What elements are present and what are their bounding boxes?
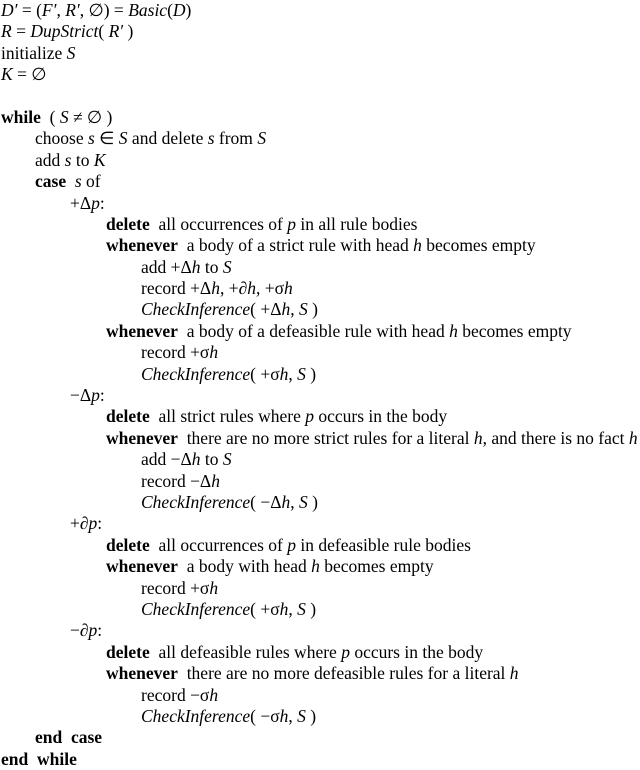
- text: ): [185, 0, 192, 20]
- algorithm-line: [0, 578, 640, 599]
- text: (: [167, 0, 173, 20]
- math-symbol: p: [88, 513, 98, 534]
- text: there are no more strict rules for a literal: [177, 427, 474, 448]
- text: ( +σ: [250, 598, 280, 619]
- text: ,: [288, 363, 298, 384]
- math-symbol: S: [118, 128, 128, 149]
- text: and delete: [127, 128, 208, 149]
- text: = (: [17, 0, 42, 20]
- text: all occurrences of: [149, 534, 288, 555]
- algorithm-line: [0, 257, 640, 278]
- keyword: case: [35, 171, 67, 192]
- math-symbol: h: [284, 278, 293, 299]
- math-symbol: CheckInference: [141, 299, 251, 320]
- text: occurs in the body: [314, 406, 448, 427]
- text: ,: [288, 598, 298, 619]
- algorithm-line: [0, 556, 640, 577]
- keyword: delete: [106, 534, 150, 555]
- math-symbol: S: [66, 42, 76, 63]
- text: ( −Δ: [250, 491, 282, 512]
- math-symbol: h: [413, 235, 422, 256]
- text: of: [81, 171, 101, 192]
- text: add: [35, 149, 65, 170]
- math-symbol: h: [279, 598, 289, 619]
- algorithm-line: [0, 685, 640, 706]
- math-symbol: K: [1, 64, 13, 85]
- text: , +∂: [219, 278, 248, 299]
- math-symbol: S: [298, 299, 308, 320]
- math-symbol: S: [59, 106, 69, 127]
- text: +∂: [70, 513, 89, 534]
- math-symbol: CheckInference: [141, 491, 251, 512]
- keyword: end case: [35, 727, 103, 748]
- algorithm-line: [0, 43, 640, 64]
- text: ( +σ: [250, 363, 280, 384]
- algorithm-line: [0, 21, 640, 42]
- algorithm-line: [0, 299, 640, 320]
- algorithm-line: [0, 214, 640, 235]
- text: from: [214, 128, 258, 149]
- algorithm-line: [0, 150, 640, 171]
- text: ( +Δ: [250, 299, 282, 320]
- keyword: whenever: [106, 427, 178, 448]
- text: ,: [290, 491, 299, 512]
- math-symbol: h: [279, 363, 289, 384]
- algorithm-line: [0, 449, 640, 470]
- text: = ∅: [12, 64, 47, 85]
- text: =: [11, 21, 31, 42]
- math-symbol: s: [207, 128, 215, 149]
- keyword: delete: [106, 406, 150, 427]
- text: record −Δ: [141, 470, 212, 491]
- text: a body of a defeasible rule with head: [177, 320, 450, 341]
- math-symbol: h: [281, 491, 291, 512]
- algorithm-line: [0, 0, 640, 21]
- math-symbol: h: [247, 278, 256, 299]
- text: ): [307, 491, 318, 512]
- text: , ∅) =: [79, 0, 129, 20]
- text: all defeasible rules where: [149, 641, 342, 662]
- algorithm-line: [0, 749, 640, 770]
- text: record +Δ: [141, 278, 212, 299]
- math-symbol: h: [211, 278, 220, 299]
- math-symbol: F′: [41, 0, 57, 20]
- math-symbol: S: [257, 128, 267, 149]
- algorithm-line: [0, 193, 640, 214]
- math-symbol: h: [191, 449, 201, 470]
- keyword: whenever: [106, 235, 178, 256]
- math-symbol: R: [1, 21, 12, 42]
- math-symbol: S: [222, 449, 232, 470]
- text: to: [200, 449, 223, 470]
- keyword: delete: [106, 641, 150, 662]
- math-symbol: S: [297, 598, 306, 619]
- math-symbol: h: [449, 320, 458, 341]
- text: ,: [290, 299, 299, 320]
- text: −Δ: [70, 385, 92, 406]
- algorithm-line: [0, 663, 640, 684]
- keyword: while: [1, 106, 41, 127]
- text: ( −σ: [250, 705, 280, 726]
- text: becomes empty: [457, 320, 572, 341]
- math-symbol: h: [209, 342, 219, 363]
- text: ,: [56, 0, 66, 20]
- algorithm-line: [0, 513, 640, 534]
- algorithm-line: [0, 706, 640, 727]
- math-symbol: h: [628, 427, 638, 448]
- text: ): [307, 299, 318, 320]
- math-symbol: h: [209, 684, 219, 705]
- algorithm-line: [0, 321, 640, 342]
- algorithm-line: [0, 278, 640, 299]
- text: :: [97, 620, 103, 641]
- algorithm-line: [0, 235, 640, 256]
- text: record −σ: [141, 684, 210, 705]
- math-symbol: D: [172, 0, 186, 20]
- text: all occurrences of: [149, 213, 288, 234]
- algorithm-line: [0, 171, 640, 192]
- text: ,: [288, 705, 298, 726]
- text: becomes empty: [319, 556, 434, 577]
- text: +Δ: [70, 192, 92, 213]
- text: ): [305, 363, 317, 384]
- text: :: [97, 513, 103, 534]
- math-symbol: Basic: [128, 0, 168, 20]
- algorithm-line: [0, 128, 640, 149]
- math-symbol: h: [281, 299, 291, 320]
- algorithm-line: [0, 535, 640, 556]
- algorithm-line: [0, 492, 640, 513]
- math-symbol: p: [341, 641, 350, 662]
- blank-line: [0, 86, 640, 107]
- algorithm-line: [0, 107, 640, 128]
- math-symbol: S: [297, 705, 306, 726]
- math-symbol: h: [473, 427, 483, 448]
- text: occurs in the body: [349, 641, 484, 662]
- math-symbol: h: [209, 577, 219, 598]
- algorithm-line: [0, 342, 640, 363]
- math-symbol: h: [211, 470, 220, 491]
- text: record +σ: [141, 577, 210, 598]
- math-symbol: p: [91, 192, 100, 213]
- text: , +σ: [255, 278, 285, 299]
- algorithm-line: [0, 406, 640, 427]
- math-symbol: DupStrict: [30, 21, 99, 42]
- text: ∈: [94, 128, 119, 149]
- keyword: end while: [1, 748, 77, 769]
- text: :: [99, 192, 105, 213]
- text: [66, 171, 75, 191]
- text: ≠ ∅ ): [68, 106, 113, 127]
- math-symbol: CheckInference: [141, 705, 251, 726]
- text: there are no more defeasible rules for a literal: [177, 663, 510, 684]
- text: ): [123, 21, 134, 42]
- text: all strict rules where: [149, 406, 306, 427]
- math-symbol: p: [287, 534, 296, 555]
- algorithm-line: [0, 64, 640, 85]
- text: a body of a strict rule with head: [177, 235, 414, 256]
- math-symbol: h: [191, 256, 201, 277]
- text: becomes empty: [421, 235, 536, 256]
- math-symbol: S: [222, 256, 232, 277]
- algorithm-line: [0, 642, 640, 663]
- math-symbol: h: [509, 663, 519, 684]
- text: add +Δ: [141, 256, 192, 277]
- text: ): [305, 705, 317, 726]
- text: record +σ: [141, 342, 210, 363]
- math-symbol: s: [64, 149, 72, 170]
- keyword: whenever: [106, 320, 178, 341]
- math-symbol: s: [74, 171, 82, 192]
- keyword: whenever: [106, 556, 178, 577]
- algorithm-line: [0, 385, 640, 406]
- math-symbol: R′: [65, 0, 80, 20]
- text: in defeasible rule bodies: [295, 534, 471, 555]
- math-symbol: S: [298, 491, 308, 512]
- math-symbol: CheckInference: [141, 598, 251, 619]
- text: −∂: [70, 620, 89, 641]
- text: ): [305, 598, 317, 619]
- text: (: [98, 21, 109, 42]
- text: to: [71, 149, 94, 170]
- text: add −Δ: [141, 449, 192, 470]
- text: a body with head: [177, 556, 312, 577]
- algorithm-line: [0, 428, 640, 449]
- text: choose: [35, 128, 88, 149]
- math-symbol: s: [87, 128, 95, 149]
- math-symbol: h: [279, 705, 289, 726]
- math-symbol: p: [287, 213, 296, 234]
- algorithm-line: [0, 620, 640, 641]
- text: , and there is no fact: [482, 427, 629, 448]
- keyword: whenever: [106, 663, 178, 684]
- text: :: [99, 385, 105, 406]
- math-symbol: p: [88, 620, 98, 641]
- keyword: delete: [106, 213, 150, 234]
- algorithm-line: [0, 471, 640, 492]
- math-symbol: K: [93, 149, 106, 170]
- math-symbol: R′: [108, 21, 124, 42]
- algorithm-line: [0, 599, 640, 620]
- math-symbol: p: [305, 406, 314, 427]
- math-symbol: D′: [1, 0, 18, 20]
- text: to: [200, 256, 223, 277]
- math-symbol: h: [311, 556, 320, 577]
- text: initialize: [1, 42, 67, 63]
- algorithm-line: [0, 364, 640, 385]
- math-symbol: S: [297, 363, 306, 384]
- math-symbol: CheckInference: [141, 363, 251, 384]
- text: (: [40, 106, 60, 127]
- text: in all rule bodies: [295, 213, 418, 234]
- algorithm-line: [0, 727, 640, 748]
- math-symbol: p: [91, 385, 100, 406]
